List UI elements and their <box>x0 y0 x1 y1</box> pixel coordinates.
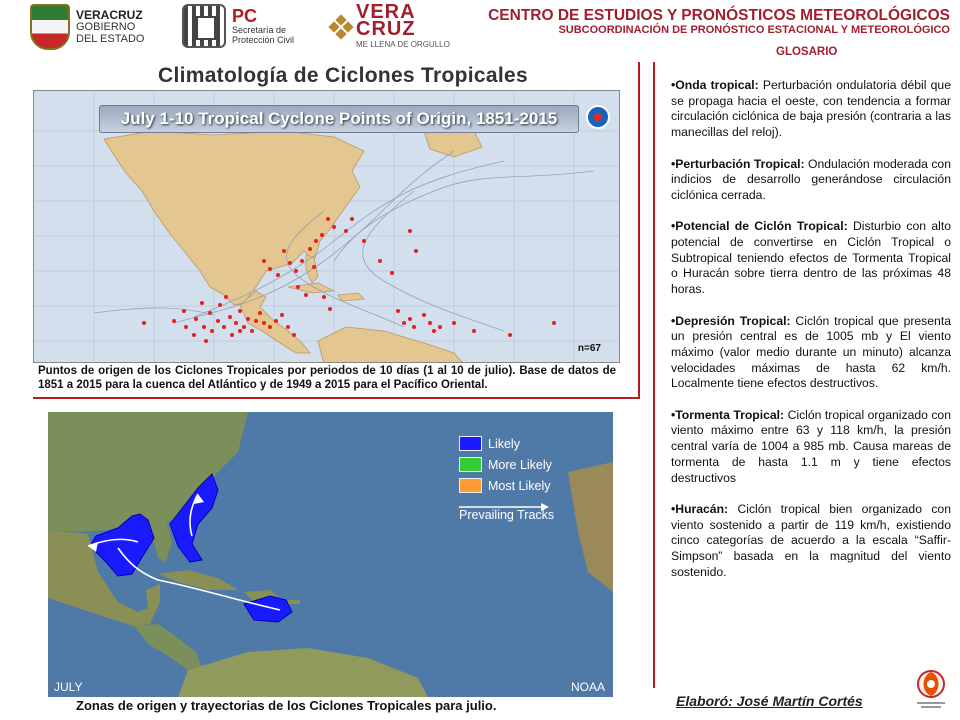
legend-swatch <box>459 457 482 472</box>
origin-point <box>332 225 336 229</box>
smn-logo-icon <box>913 662 949 714</box>
origin-point <box>402 321 406 325</box>
origin-point <box>254 319 258 323</box>
origin-point <box>202 325 206 329</box>
nhc-logo-icon <box>586 105 610 129</box>
legend-item-likely <box>459 434 554 453</box>
veracruz-logo-line2: GOBIERNO <box>76 21 136 33</box>
glossary-term: •Depresión Tropical: <box>671 313 791 328</box>
origin-point <box>412 325 416 329</box>
glossary-term: •Onda tropical: <box>671 78 759 92</box>
origin-point <box>192 333 196 337</box>
legend-label: Most Likely <box>488 478 551 493</box>
origin-point <box>194 317 198 321</box>
origin-point <box>200 301 204 305</box>
origin-point <box>326 217 330 221</box>
origin-point <box>422 313 426 317</box>
origin-point <box>258 311 262 315</box>
origin-point <box>172 319 176 323</box>
legend-item-more-likely <box>459 455 554 474</box>
genesis-zones-map <box>48 412 613 697</box>
glossary-item-huracan <box>671 502 951 581</box>
origin-point <box>282 249 286 253</box>
divider-vertical-left <box>638 62 640 399</box>
origin-point <box>262 321 266 325</box>
origin-point <box>230 333 234 337</box>
organization-header <box>488 7 950 37</box>
glossary-definition: Ciclón tropical que presenta un presión central es de 1005 mb y El viento máximo (valor medio durante un minuto) alcanza velocidades máximas de hasta 62 km/h. Localmente tiene efectos destructivos. <box>671 313 951 391</box>
origin-point <box>234 321 238 325</box>
origin-point <box>274 319 278 323</box>
glossary-item-potencial-ciclon <box>671 219 951 298</box>
origin-point <box>452 321 456 325</box>
origin-point <box>210 329 214 333</box>
origin-point <box>344 229 348 233</box>
map-banner-title: July 1-10 Tropical Cyclone Points of Origin, 1851-2015 <box>120 109 558 128</box>
legend-swatch <box>459 478 482 493</box>
origin-point <box>184 325 188 329</box>
origin-point <box>320 233 324 237</box>
veracruz-government-logo <box>30 4 144 50</box>
origin-point <box>350 217 354 221</box>
glossary-list <box>671 78 951 684</box>
map2-caption: Zonas de origen y trayectorias de los Ciclones Tropicales para julio. <box>76 698 497 713</box>
origin-point <box>414 249 418 253</box>
legend-swatch <box>459 436 482 451</box>
origin-point <box>216 319 220 323</box>
origin-point <box>288 261 292 265</box>
section-title: Climatología de Ciclones Tropicales <box>158 64 528 87</box>
origin-point <box>142 321 146 325</box>
glossary-definition: Perturbación ondulatoria débil que se propaga hacia el oeste, con tendencia a formar circulación ciclónica de baja presión (contraria a las manecillas del reloj). <box>671 78 951 140</box>
glossary-term: •Perturbación Tropical: <box>671 156 805 171</box>
origin-point <box>208 311 212 315</box>
legend-tracks-label: Prevailing Tracks <box>459 508 555 522</box>
origin-point <box>552 321 556 325</box>
origin-point <box>238 309 242 313</box>
map1-caption: Puntos de origen de los Ciclones Tropicales por periodos de 10 días (1 al 10 de julio). Base de datos de 1851 a 2015 para la cuenca del Atlántico y de 1949 a 2015 para el Pacífico Oriental. <box>38 365 616 391</box>
proteccion-civil-logo <box>182 4 294 48</box>
origin-point <box>268 267 272 271</box>
glossary-definition: Disturbio con alto potencial de convertirse en Ciclón Tropical o Subtropical teniendo efectos de Tormenta Tropical o Huracán sobre tierra dentro de las próximas 48 horas. <box>671 219 951 297</box>
vc-line2: CRUZ <box>356 18 416 40</box>
veracruz-logo-line3: DEL ESTADO <box>76 33 145 45</box>
glossary-heading: GLOSARIO <box>776 46 838 58</box>
source-label: NOAA <box>570 680 605 694</box>
origin-point <box>268 325 272 329</box>
origin-point <box>276 273 280 277</box>
origin-point <box>286 325 290 329</box>
divider-vertical-right <box>653 62 655 688</box>
legend-label: More Likely <box>488 457 552 472</box>
origin-point <box>378 259 382 263</box>
divider-horizontal <box>33 397 638 399</box>
origin-point <box>308 247 312 251</box>
pc-line2: Protección Civil <box>232 35 295 45</box>
origin-point <box>508 333 512 337</box>
origin-points-map <box>33 90 620 363</box>
glossary-item-perturbacion-tropical <box>671 157 951 204</box>
origin-point <box>362 239 366 243</box>
origin-point <box>242 325 246 329</box>
origin-point <box>222 325 226 329</box>
origin-point <box>408 317 412 321</box>
origin-count-label: n=67 <box>577 343 601 354</box>
origin-point <box>428 321 432 325</box>
origin-point <box>182 309 186 313</box>
glossary-definition: Ondulación moderada con indicios de desarrollo generándose circulación ciclónica cerrada. <box>671 156 951 202</box>
origin-point <box>300 259 304 263</box>
org-title: CENTRO DE ESTUDIOS Y PRONÓSTICOS METEOROLÓGICOS <box>488 7 950 24</box>
origin-point <box>228 315 232 319</box>
origin-point <box>314 239 318 243</box>
vc-tagline: ME LLENA DE ORGULLO <box>356 40 450 49</box>
origin-point <box>328 307 332 311</box>
glossary-definition: Ciclón tropical bien organizado con viento sostenido a partir de 119 km/h, existiendo cinco categorías de acuerdo a la escala “Saffir-Simpson” basada en la magnitud del viento sostenido. <box>671 501 951 579</box>
legend-label: Likely <box>488 436 520 451</box>
track-arrow-icon <box>459 498 549 506</box>
glossary-item-tormenta-tropical <box>671 408 951 487</box>
map-banner <box>99 105 579 133</box>
vc-line1: VERA <box>356 1 416 23</box>
origin-point <box>204 339 208 343</box>
month-label: JULY <box>54 680 83 694</box>
state-shield-icon <box>30 4 70 50</box>
pc-line1: Secretaría de <box>232 25 287 35</box>
veracruz-brand-logo <box>330 1 450 49</box>
origin-point <box>472 329 476 333</box>
origin-point <box>390 271 394 275</box>
flower-icon <box>330 16 352 38</box>
origin-point <box>246 317 250 321</box>
glossary-term: •Huracán: <box>671 501 729 516</box>
glossary-term: •Potencial de Ciclón Tropical: <box>671 219 848 234</box>
veracruz-logo-line1: VERACRUZ <box>76 8 143 22</box>
origin-point <box>292 333 296 337</box>
legend-item-most-likely <box>459 476 554 495</box>
pc-abbr: PC <box>232 6 258 26</box>
glossary-term: •Tormenta Tropical: <box>671 407 785 422</box>
glossary-item-onda-tropical <box>671 78 951 141</box>
origin-point <box>304 293 308 297</box>
pc-emblem-icon <box>182 4 226 48</box>
glossary-definition: Ciclón tropical organizado con viento máximo entre 63 y 118 km/h, la presión central varía de 1004 a 985 mb. Causa mareas de tormenta de hasta 1.1 m y tiene efectos destructivos <box>671 407 951 485</box>
author-credit: Elaboró: José Martín Cortés <box>676 693 863 709</box>
origin-point <box>432 329 436 333</box>
origin-point <box>312 265 316 269</box>
origin-point <box>262 259 266 263</box>
origin-point <box>250 329 254 333</box>
origin-point <box>396 309 400 313</box>
origin-point <box>218 303 222 307</box>
origin-point <box>224 295 228 299</box>
origin-point <box>322 295 326 299</box>
origin-point <box>438 325 442 329</box>
origin-point <box>280 313 284 317</box>
org-subtitle: SUBCOORDINACIÓN DE PRONÓSTICO ESTACIONAL Y METEOROLÓGICO <box>558 24 950 36</box>
origin-point <box>294 269 298 273</box>
glossary-item-depresion-tropical <box>671 314 951 393</box>
origin-point <box>408 229 412 233</box>
origin-point <box>238 329 242 333</box>
zones-legend <box>459 434 554 522</box>
origin-point <box>296 285 300 289</box>
